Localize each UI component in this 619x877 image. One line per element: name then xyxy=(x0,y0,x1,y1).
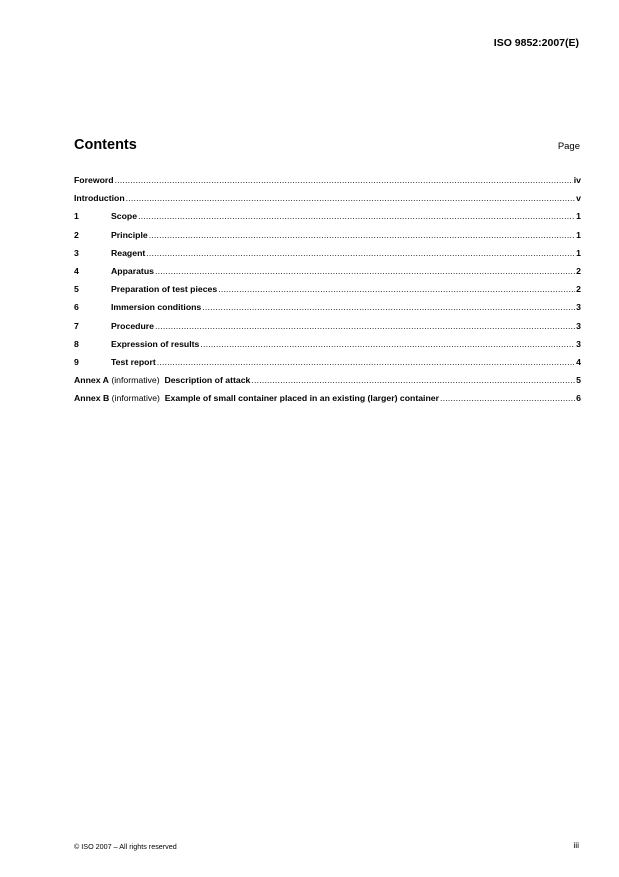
dot-leader xyxy=(440,393,575,404)
toc-entry-page: 1 xyxy=(576,211,581,222)
annex-type: (informative) xyxy=(109,393,165,404)
toc-entry-page: 4 xyxy=(576,356,581,367)
toc-entry-page: 3 xyxy=(576,302,581,313)
toc-entry-number: 9 xyxy=(74,356,79,367)
toc-entry-apparatus[interactable] xyxy=(74,266,581,284)
annex-title: Example of small container placed in an existing (larger) container xyxy=(164,393,439,404)
dot-leader xyxy=(251,375,575,386)
annex-type: (informative) xyxy=(108,375,165,386)
toc-entry-page: iv xyxy=(573,175,581,185)
copyright-notice: © ISO 2007 – All rights reserved xyxy=(74,842,177,851)
toc-entry-title: Scope xyxy=(111,211,138,222)
toc-entry-preparation[interactable] xyxy=(74,284,581,302)
toc-entry-introduction[interactable] xyxy=(74,193,581,211)
toc-entry-annex-b[interactable] xyxy=(74,393,581,411)
dot-leader xyxy=(202,302,575,313)
dot-leader xyxy=(155,266,575,277)
dot-leader xyxy=(218,284,575,295)
toc-entry-page: 3 xyxy=(576,320,581,331)
page-number: iii xyxy=(573,840,579,850)
toc-entry-title xyxy=(74,393,439,404)
toc-entry-title: Principle xyxy=(111,229,148,240)
toc-entry-test-report[interactable] xyxy=(74,357,581,375)
annex-label: Annex B xyxy=(74,393,110,404)
toc-entry-title: Apparatus xyxy=(111,265,154,276)
toc-entry-expression-of-results[interactable] xyxy=(74,339,581,357)
dot-leader xyxy=(126,193,575,204)
toc-entry-reagent[interactable] xyxy=(74,248,581,266)
toc-entry-title: Reagent xyxy=(111,247,146,258)
toc-entry-page: 1 xyxy=(576,229,581,240)
toc-entry-foreword[interactable] xyxy=(74,175,581,193)
toc-entry-number: 4 xyxy=(74,265,79,276)
dot-leader xyxy=(149,230,575,241)
toc-entry-title: Foreword xyxy=(74,175,114,185)
page-column-label: Page xyxy=(557,141,580,152)
toc-entry-title: Introduction xyxy=(74,193,125,204)
document-id: ISO 9852:2007(E) xyxy=(493,37,579,49)
toc-entry-immersion[interactable] xyxy=(74,302,581,320)
dot-leader xyxy=(115,175,573,186)
toc-entry-principle[interactable] xyxy=(74,230,581,248)
toc-entry-procedure[interactable] xyxy=(74,321,581,339)
annex-label: Annex A xyxy=(74,375,109,386)
toc-entry-title: Expression of results xyxy=(111,338,200,349)
dot-leader xyxy=(138,211,575,222)
toc-entry-page: 2 xyxy=(576,265,581,276)
toc-entry-number: 2 xyxy=(74,229,79,240)
toc-entry-annex-a[interactable] xyxy=(74,375,581,393)
toc-entry-title: Test report xyxy=(111,356,156,367)
annex-title: Description of attack xyxy=(164,375,251,386)
toc-entry-page: 2 xyxy=(576,284,581,295)
dot-leader xyxy=(200,339,575,350)
toc-entry-number: 1 xyxy=(74,211,79,222)
dot-leader xyxy=(146,248,575,259)
toc-entry-title: Immersion conditions xyxy=(111,302,202,313)
toc-entry-title xyxy=(74,375,250,386)
dot-leader xyxy=(157,357,575,368)
toc-entry-number: 3 xyxy=(74,247,79,258)
table-of-contents xyxy=(74,175,581,411)
toc-entry-page: v xyxy=(576,193,581,204)
toc-entry-page: 5 xyxy=(576,375,581,386)
toc-entry-page: 6 xyxy=(576,393,581,404)
toc-entry-scope[interactable] xyxy=(74,211,581,229)
dot-leader xyxy=(155,321,575,332)
toc-entry-number: 8 xyxy=(74,338,79,349)
toc-entry-number: 5 xyxy=(74,284,79,295)
contents-heading: Contents xyxy=(74,137,137,153)
toc-entry-number: 7 xyxy=(74,320,79,331)
toc-entry-page: 1 xyxy=(576,247,581,258)
toc-entry-title: Procedure xyxy=(111,320,154,331)
toc-entry-title: Preparation of test pieces xyxy=(111,284,218,295)
toc-entry-number: 6 xyxy=(74,302,79,313)
toc-entry-page: 3 xyxy=(576,338,581,349)
